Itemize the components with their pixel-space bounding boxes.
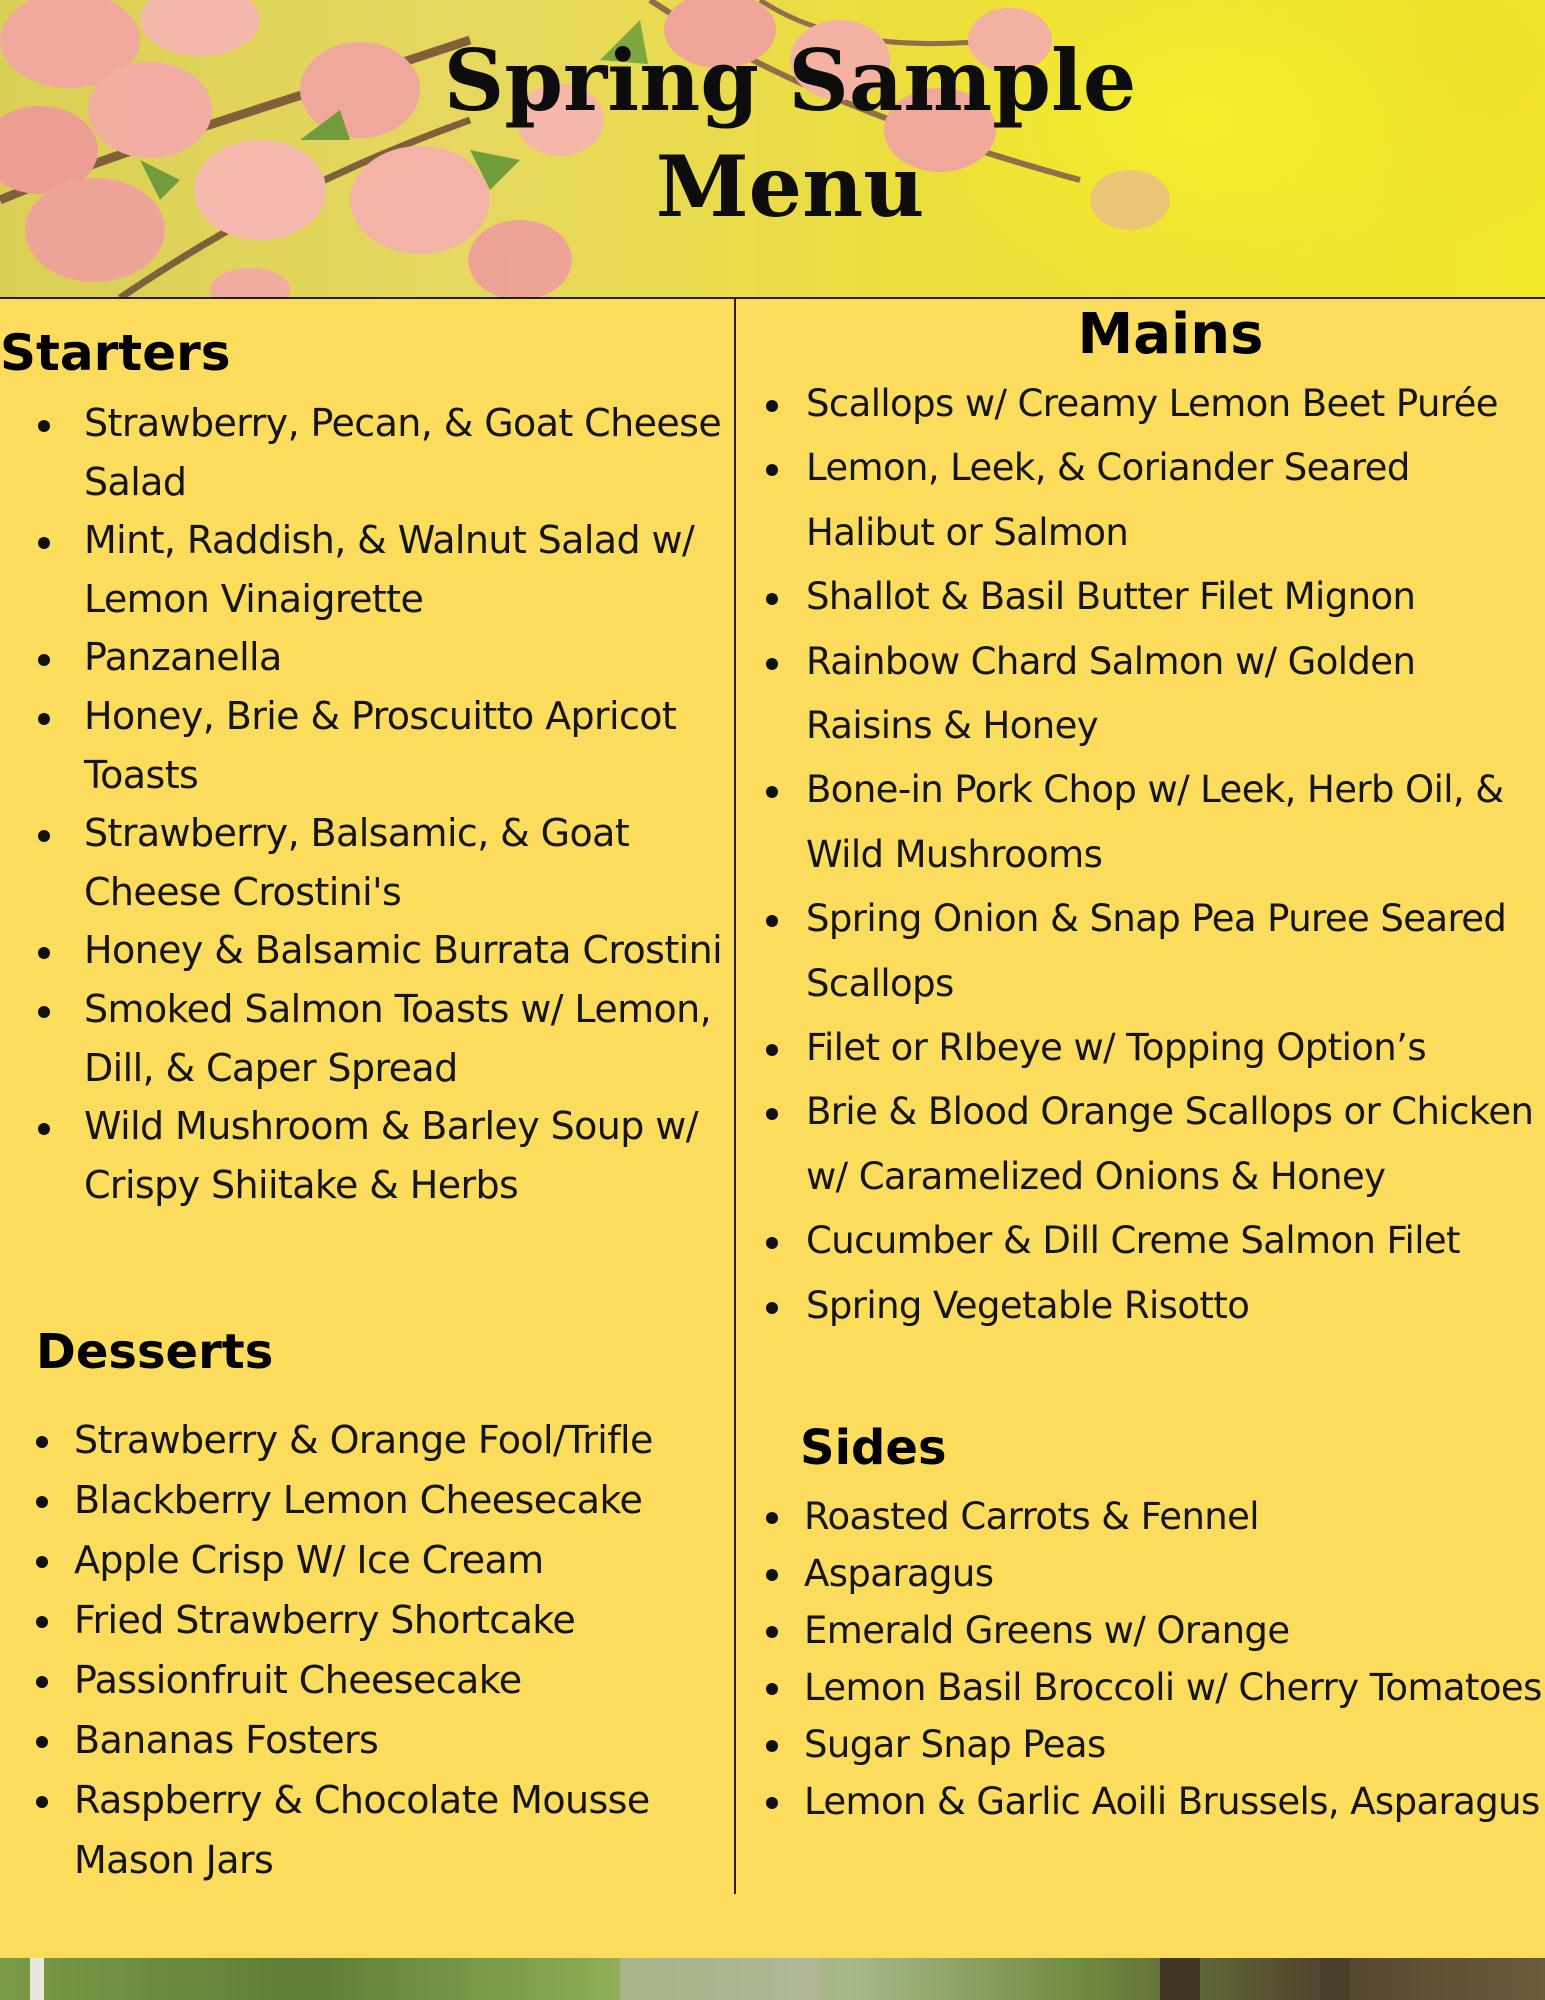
header-banner [0, 0, 1545, 298]
list-item: Strawberry, Balsamic, & Goat Cheese Crostini's [0, 804, 736, 921]
header-divider [0, 297, 1545, 299]
list-item: Smoked Salmon Toasts w/ Lemon, Dill, & Caper Spread [0, 980, 736, 1097]
list-item: Panzanella [0, 628, 736, 687]
post-decoration [30, 1958, 44, 2000]
sides-section [760, 1416, 1545, 1830]
starters-heading: Starters [0, 324, 231, 382]
list-item: Shallot & Basil Butter Filet Mignon [760, 565, 1545, 629]
list-item: Brie & Blood Orange Scallops or Chicken w/ Caramelized Onions & Honey [760, 1080, 1545, 1209]
list-item: Honey, Brie & Proscuitto Apricot Toasts [0, 687, 736, 804]
list-item: Rainbow Chard Salmon w/ Golden Raisins & Honey [760, 630, 1545, 759]
list-item: Strawberry, Pecan, & Goat Cheese Salad [0, 394, 736, 511]
sides-list [760, 1488, 1545, 1830]
desserts-section [36, 1322, 736, 1890]
desserts-list [36, 1410, 736, 1890]
starters-section [0, 322, 736, 1214]
list-item: Fried Strawberry Shortcake [36, 1590, 736, 1650]
list-item: Blackberry Lemon Cheesecake [36, 1470, 736, 1530]
list-item: Apple Crisp W/ Ice Cream [36, 1530, 736, 1590]
list-item: Filet or RIbeye w/ Topping Option’s [760, 1016, 1545, 1080]
bench-decoration [1160, 1958, 1200, 2000]
list-item: Spring Onion & Snap Pea Puree Seared Scallops [760, 887, 1545, 1016]
list-item: Lemon Basil Broccoli w/ Cherry Tomatoes [760, 1659, 1545, 1716]
path-decoration [620, 1958, 820, 2000]
list-item: Emerald Greens w/ Orange [760, 1602, 1545, 1659]
list-item: Wild Mushroom & Barley Soup w/ Crispy Shiitake & Herbs [0, 1097, 736, 1214]
list-item: Strawberry & Orange Fool/Trifle [36, 1410, 736, 1470]
list-item: Lemon & Garlic Aoili Brussels, Asparagus [760, 1773, 1545, 1830]
mains-heading: Mains [1077, 302, 1264, 367]
list-item: Bananas Fosters [36, 1710, 736, 1770]
mains-list [760, 372, 1545, 1338]
list-item: Roasted Carrots & Fennel [760, 1488, 1545, 1545]
list-item: Asparagus [760, 1545, 1545, 1602]
list-item: Spring Vegetable Risotto [760, 1274, 1545, 1338]
bench-decoration [1320, 1958, 1350, 2000]
list-item: Lemon, Leek, & Coriander Seared Halibut or Salmon [760, 436, 1545, 565]
starters-list [0, 394, 736, 1214]
list-item: Sugar Snap Peas [760, 1716, 1545, 1773]
list-item: Honey & Balsamic Burrata Crostini [0, 921, 736, 980]
list-item: Bone-in Pork Chop w/ Leek, Herb Oil, & Wild Mushrooms [760, 758, 1545, 887]
sides-heading: Sides [800, 1420, 947, 1476]
list-item: Mint, Raddish, & Walnut Salad w/ Lemon Vinaigrette [0, 511, 736, 628]
desserts-heading: Desserts [36, 1324, 274, 1380]
list-item: Passionfruit Cheesecake [36, 1650, 736, 1710]
mains-section [760, 300, 1545, 1338]
footer-photo-strip [0, 1958, 1545, 2000]
list-item: Scallops w/ Creamy Lemon Beet Purée [760, 372, 1545, 436]
list-item: Cucumber & Dill Creme Salmon Filet [760, 1209, 1545, 1273]
page-title: Spring Sample Menu [443, 31, 1137, 236]
list-item: Raspberry & Chocolate Mousse Mason Jars [36, 1770, 736, 1890]
